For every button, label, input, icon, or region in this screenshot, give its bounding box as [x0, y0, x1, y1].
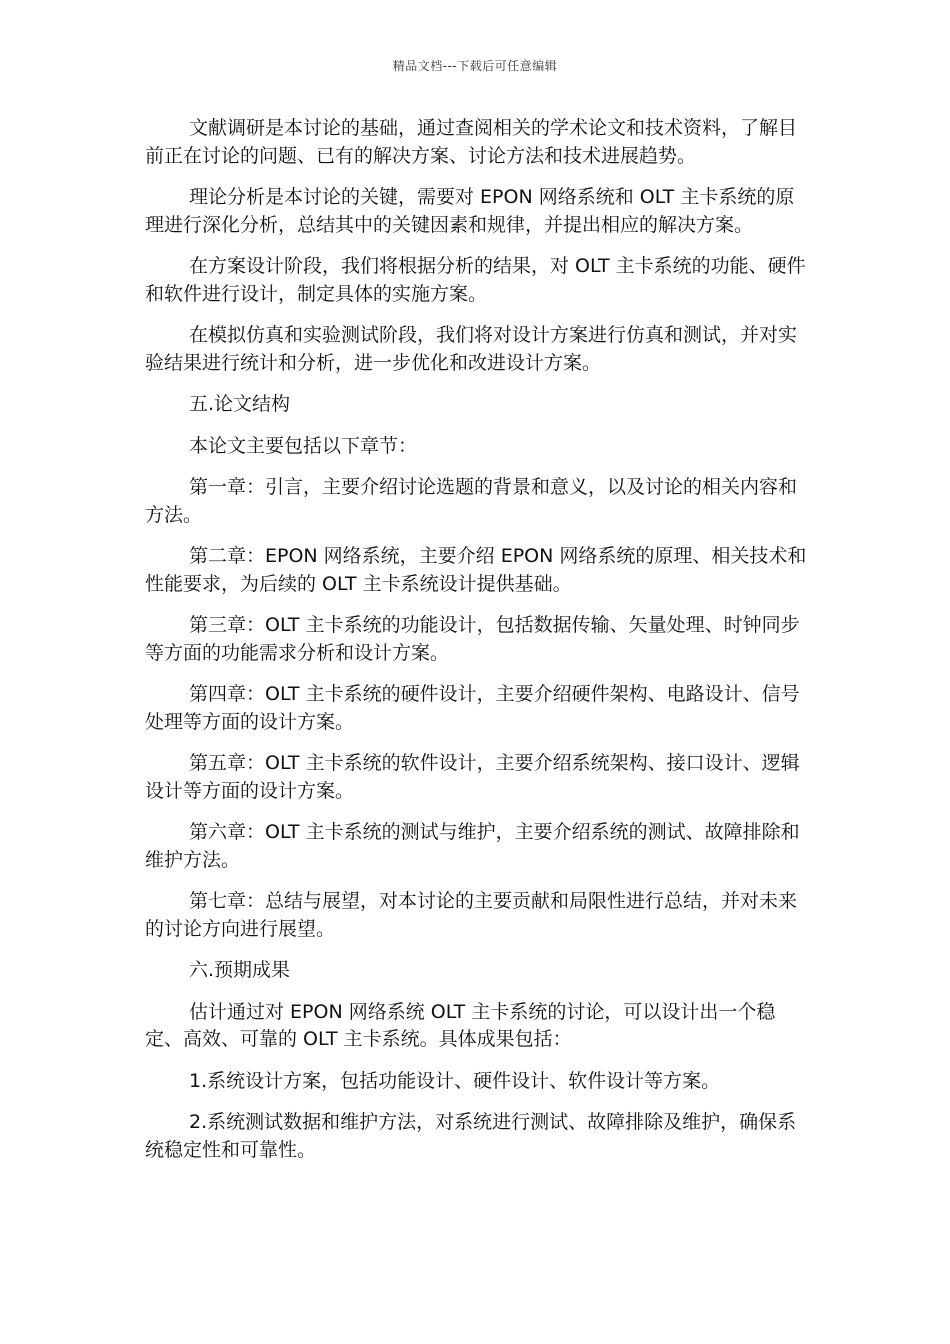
paragraph-theory-analysis: 理论分析是本讨论的关键，需要对 EPON 网络系统和 OLT 主卡系统的原理进行深化分析，总结其中的关键因素和规律，并提出相应的解决方案。	[145, 186, 795, 236]
paragraph-chapter-7: 第七章：总结与展望，对本讨论的主要贡献和局限性进行总结，并对未来的讨论方向进行展望。	[145, 890, 798, 940]
paragraph-chapters-intro: 本论文主要包括以下章节：	[189, 434, 418, 457]
paragraph-chapter-4: 第四章：OLT 主卡系统的硬件设计，主要介绍硬件架构、电路设计、信号处理等方面的设计方案。	[145, 683, 800, 733]
paragraph-literature-review: 文献调研是本讨论的基础，通过查阅相关的学术论文和技术资料，了解目前正在讨论的问题、已有的解决方案、讨论方法和技术进展趋势。	[145, 117, 798, 167]
paragraph-chapter-2: 第二章：EPON 网络系统，主要介绍 EPON 网络系统的原理、相关技术和性能要求，为后续的 OLT 主卡系统设计提供基础。	[145, 545, 807, 595]
section-heading-expected-results: 六.预期成果	[189, 959, 291, 981]
paragraph-chapter-5: 第五章：OLT 主卡系统的软件设计，主要介绍系统架构、接口设计、逻辑设计等方面的设计方案。	[145, 752, 800, 802]
paragraph-chapter-3: 第三章：OLT 主卡系统的功能设计，包括数据传输、矢量处理、时钟同步等方面的功能需求分析和设计方案。	[145, 614, 800, 664]
page-header: 精品文档---下载后可任意编辑	[392, 59, 558, 73]
section-heading-thesis-structure: 五.论文结构	[189, 393, 291, 415]
paragraph-result-1: 1.系统设计方案，包括功能设计、硬件设计、软件设计等方案。	[189, 1069, 721, 1092]
paragraph-chapter-6: 第六章：OLT 主卡系统的测试与维护，主要介绍系统的测试、故障排除和维护方法。	[145, 821, 800, 871]
paragraph-simulation-testing: 在模拟仿真和实验测试阶段，我们将对设计方案进行仿真和测试，并对实验结果进行统计和分析，进一步优化和改进设计方案。	[145, 324, 798, 374]
paragraph-chapter-1: 第一章：引言，主要介绍讨论选题的背景和意义，以及讨论的相关内容和方法。	[145, 476, 798, 526]
document-body	[145, 115, 810, 1178]
paragraph-result-2: 2.系统测试数据和维护方法，对系统进行测试、故障排除及维护，确保系统稳定性和可靠性。	[145, 1111, 797, 1161]
paragraph-solution-design: 在方案设计阶段，我们将根据分析的结果，对 OLT 主卡系统的功能、硬件和软件进行设计，制定具体的实施方案。	[145, 255, 806, 305]
paragraph-expected-summary: 估计通过对 EPON 网络系统 OLT 主卡系统的讨论，可以设计出一个稳定、高效、可靠的 OLT 主卡系统。具体成果包括：	[145, 1000, 776, 1050]
